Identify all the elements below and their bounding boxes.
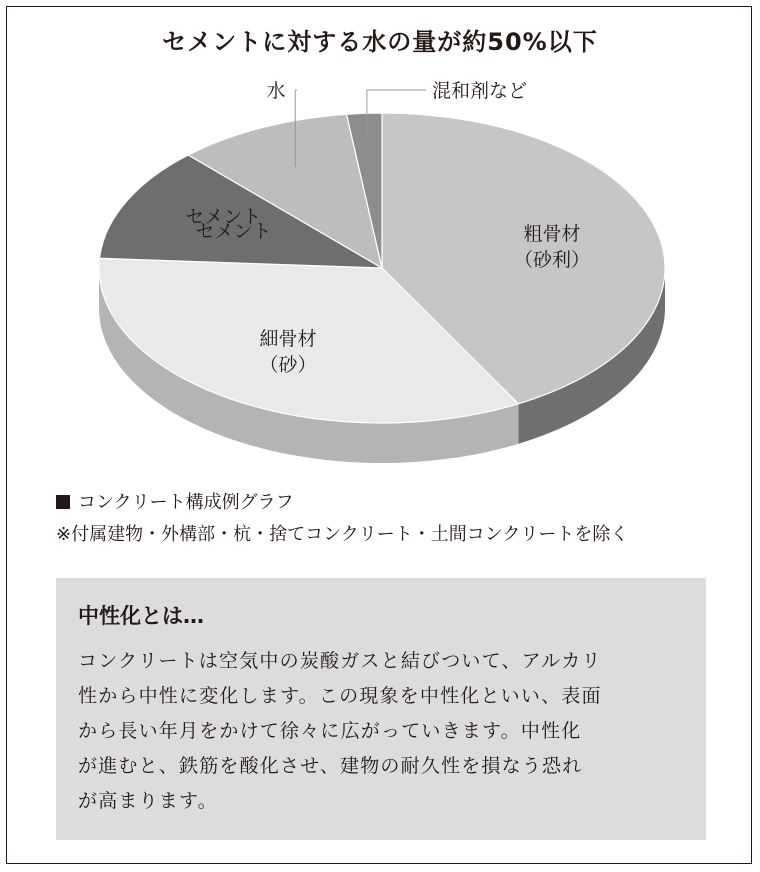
slice-label-1: 細骨材 — [259, 328, 317, 351]
slice-label-3: 水 — [266, 80, 286, 102]
info-box-line: 性から中性に変化します。この現象を中性化といい、表面 — [78, 685, 602, 707]
info-box-line: が高まります。 — [78, 790, 218, 812]
slice-label-2: セメント — [185, 206, 262, 229]
chart-title: セメントに対する水の量が約50%以下 — [162, 28, 598, 56]
info-box-line: コンクリートは空気中の炭酸ガスと結びついて、アルカリ — [78, 650, 602, 672]
chart-caption — [56, 490, 294, 516]
slice-sublabel-1: （砂） — [259, 354, 317, 377]
info-box-line: が進むと、鉄筋を酸化させ、建物の耐久性を損なう恐れ — [78, 755, 583, 777]
info-box — [56, 578, 706, 840]
legend-square-icon — [56, 495, 70, 509]
slice-label-4: 混和剤など — [432, 80, 528, 102]
slice-label-2: セメント — [195, 220, 272, 243]
caption-note: ※付属建物・外構部・杭・捨てコンクリート・土間コンクリートを除く — [56, 524, 629, 545]
info-box-line: から長い年月をかけて徐々に広がっていきます。中性化 — [78, 720, 582, 742]
slice-sublabel-0: （砂利） — [513, 249, 590, 272]
caption-legend: コンクリート構成例グラフ — [78, 492, 294, 513]
info-box-title: 中性化とは… — [78, 604, 204, 628]
slice-label-0: 粗骨材 — [523, 223, 581, 246]
